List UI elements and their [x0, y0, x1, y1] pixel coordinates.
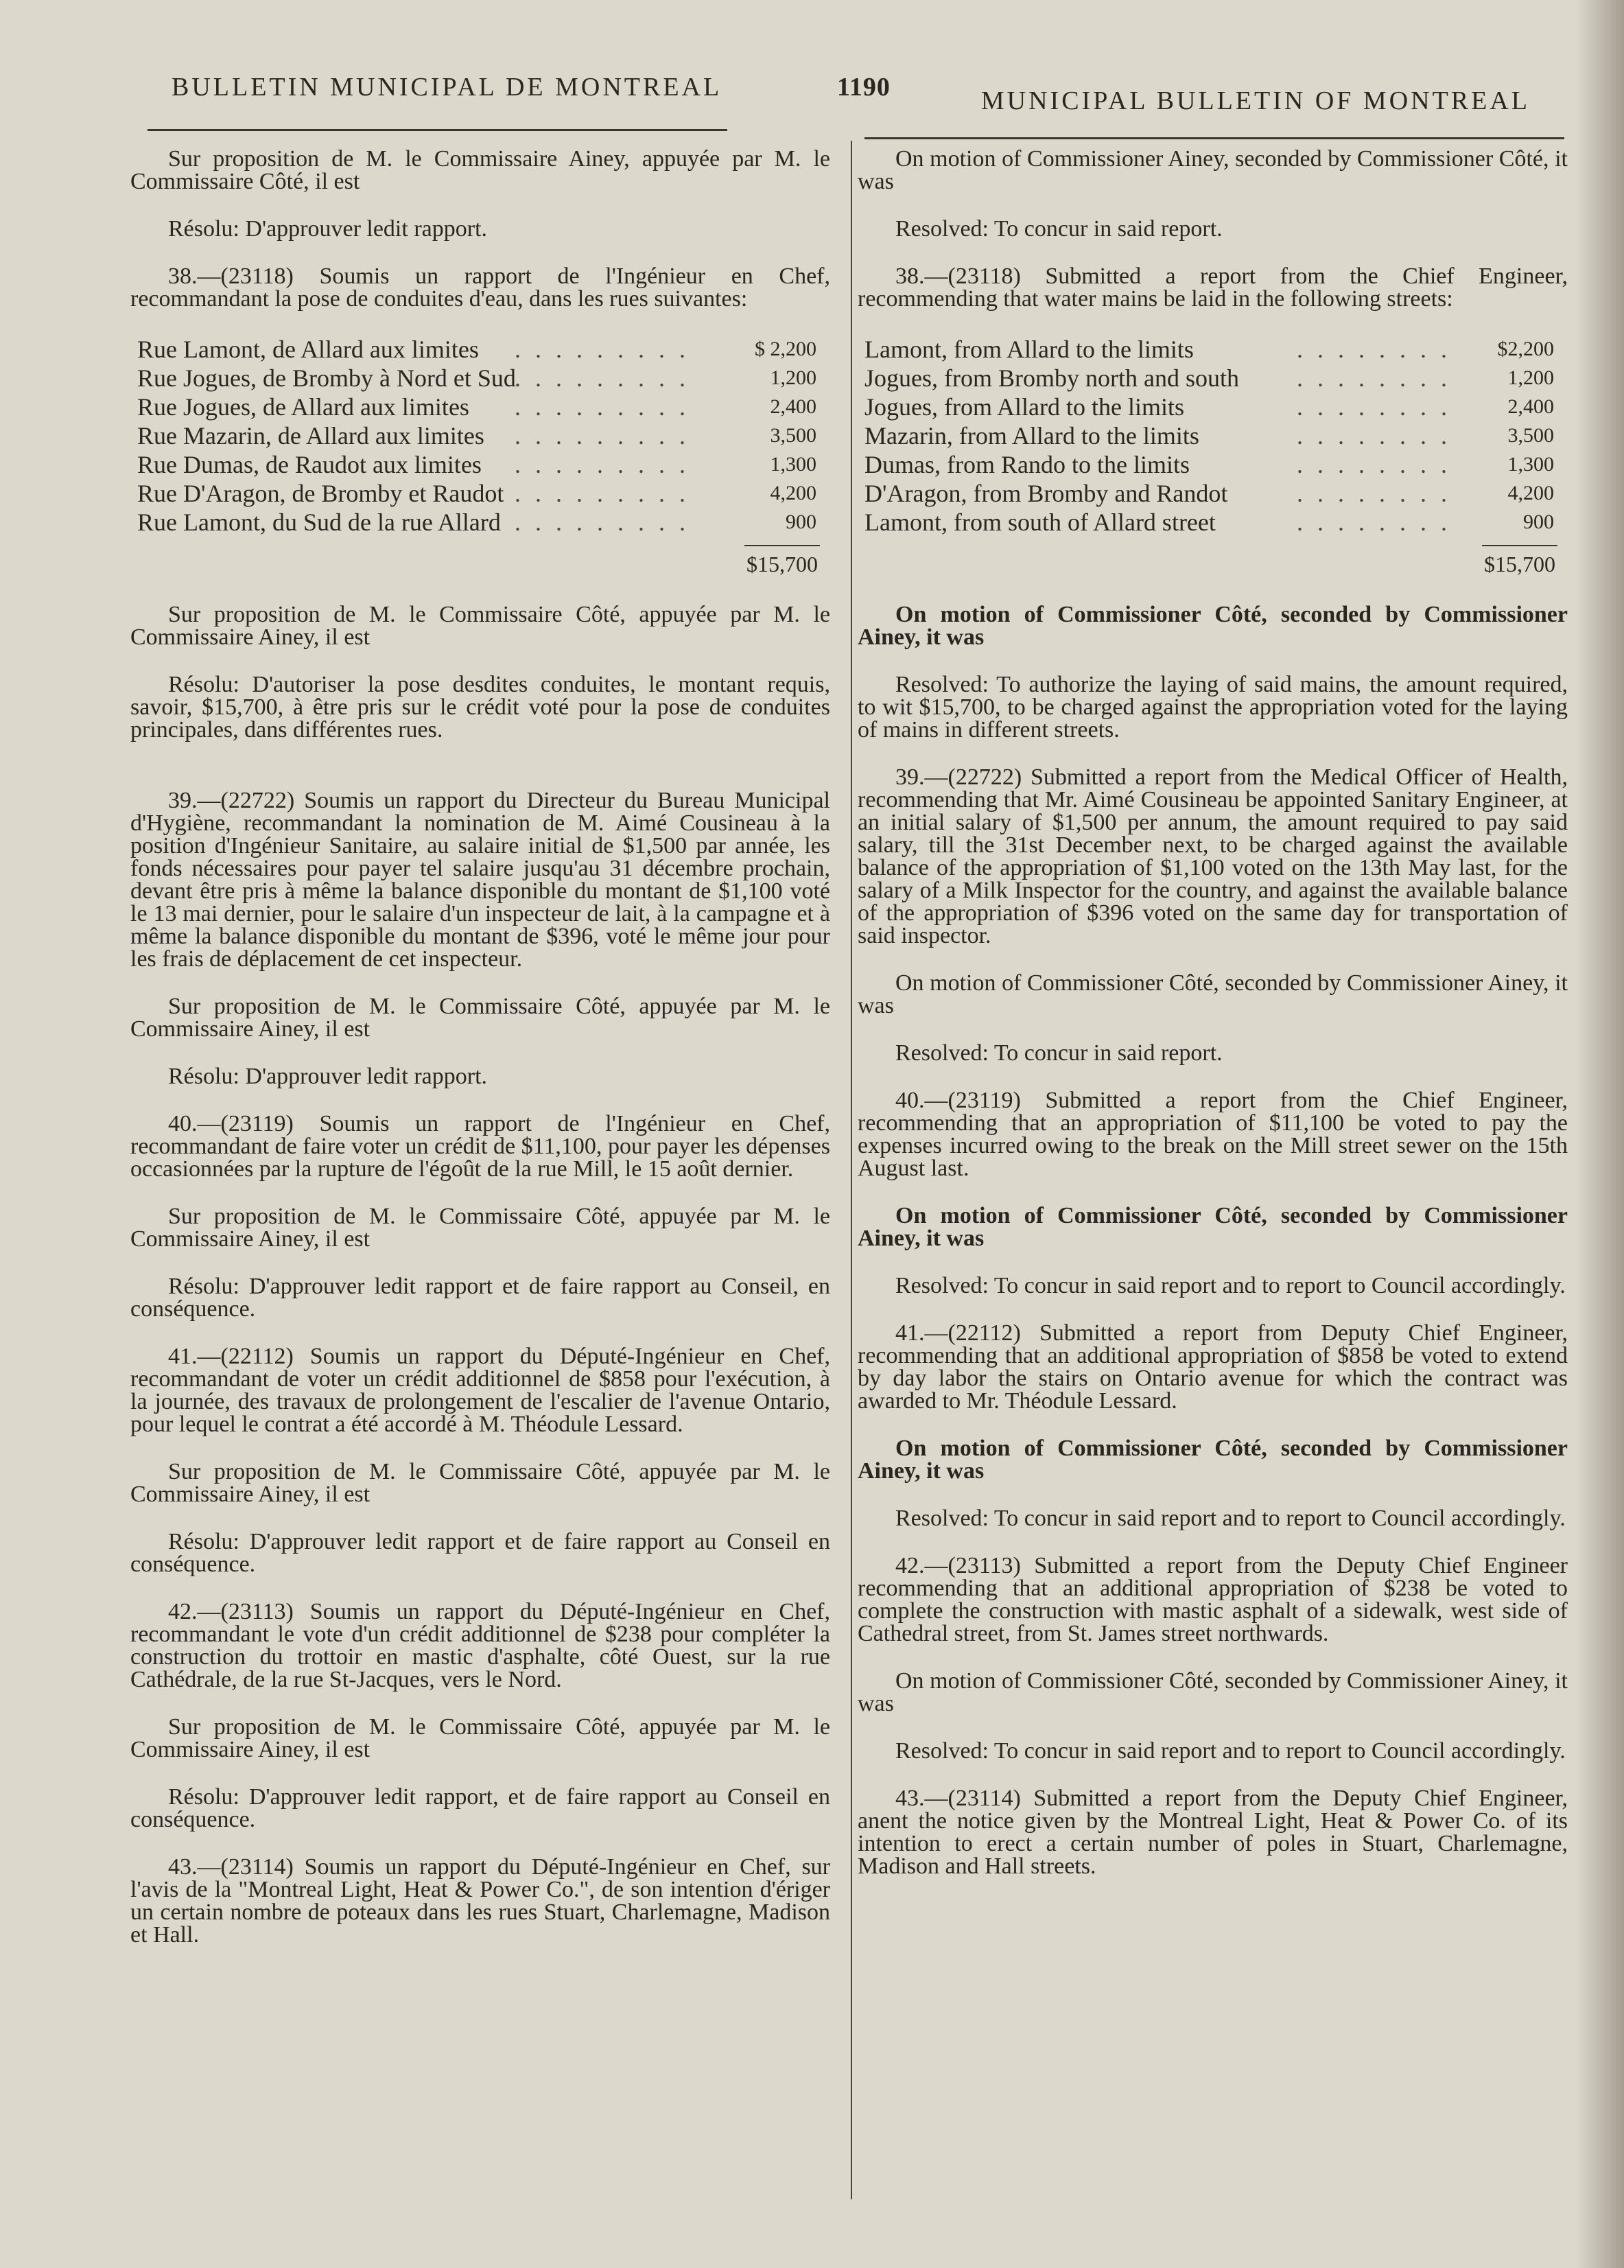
paragraph: On motion of Commissioner Côté, seconded by Commissioner Ainey, it was — [858, 1203, 1568, 1251]
paragraph: Sur proposition de M. le Commissaire Côté, appuyée par M. le Commissaire Ainey, il est — [130, 602, 830, 650]
paragraph: On motion of Commissioner Côté, seconded by Commissioner Ainey, it was — [858, 1668, 1568, 1716]
paragraph: On motion of Commissioner Côté, seconded by Commissioner Ainey, it was — [858, 1436, 1568, 1484]
street-row — [858, 393, 1568, 421]
header-french-title: BULLETIN MUNICIPAL DE MONTREAL — [172, 73, 722, 102]
paragraph: On motion of Commissioner Ainey, seconded by Commissioner Côté, it was — [858, 146, 1568, 194]
street-name: Rue Lamont, de Allard aux limites — [137, 336, 479, 363]
street-row — [858, 335, 1568, 364]
street-row — [130, 479, 830, 508]
paragraph: Resolved: To concur in said report and to report to Council accordingly. — [895, 1273, 1566, 1298]
paragraph: 41.—(22112) Soumis un rapport du Député-Ingénieur en Chef, recommandant de voter un crédit additionnel de $858 pour l'exécution, à la journée, des travaux de prolongement de l'escalier de l'avenue Ontario, pour lequel le contrat a été accordé à M. Théodule Lessard. — [130, 1344, 830, 1437]
street-list — [858, 335, 1568, 537]
leader-dots: . . . . . . . . — [1297, 336, 1451, 363]
header-rule-left — [148, 129, 727, 131]
street-name: Dumas, from Rando to the limits — [864, 451, 1190, 478]
street-row — [130, 364, 830, 393]
street-name: Rue Mazarin, de Allard aux limites — [137, 422, 484, 449]
leader-dots: . . . . . . . . . — [515, 451, 690, 478]
leader-dots: . . . . . . . . — [1297, 451, 1451, 478]
paragraph: Sur proposition de M. le Commissaire Côté, appuyée par M. le Commissaire Ainey, il est — [130, 1204, 830, 1252]
street-amount: 2,400 — [770, 395, 816, 418]
paragraph: On motion of Commissioner Côté, seconded by Commissioner Ainey, it was — [858, 602, 1568, 650]
english-column — [858, 148, 1568, 1902]
street-name: D'Aragon, from Bromby and Randot — [864, 480, 1228, 507]
street-amount: 3,500 — [770, 424, 816, 447]
street-name: Jogues, from Allard to the limits — [864, 393, 1184, 421]
street-name: Rue Dumas, de Raudot aux limites — [137, 451, 482, 478]
street-row — [858, 421, 1568, 450]
leader-dots: . . . . . . . . . — [515, 422, 690, 449]
street-amount: 1,300 — [1507, 453, 1554, 476]
header-rule-right — [864, 137, 1564, 139]
paragraph: 39.—(22722) Submitted a report from the Medical Officer of Health, recommending that Mr. Aimé Cousineau be appointed Sanitary Engineer, at an initial salary of $1,500 per annum, the amount required to pay said salary, till the 31st December next, to be charged against the available balance of the appropriation of $1,100 voted on the 13th May last, for the salary of a Milk Inspector for the country, and against the available balance of the appropriation of $396 voted on the same day for transportation of said inspector. — [858, 764, 1568, 948]
paragraph: 43.—(23114) Submitted a report from the Deputy Chief Engineer, anent the notice given by the Montreal Light, Heat & Power Co. of its intention to erect a certain number of poles in Stuart, Charlemagne, Madison and Hall streets. — [858, 1786, 1568, 1879]
street-row — [858, 364, 1568, 393]
street-list — [130, 335, 830, 537]
paragraph: Résolu: D'approuver ledit rapport et de faire rapport au Conseil, en conséquence. — [130, 1274, 830, 1322]
paragraph: Sur proposition de M. le Commissaire Côté, appuyée par M. le Commissaire Ainey, il est — [130, 1459, 830, 1507]
paragraph: Résolu: D'approuver ledit rapport, et de faire rapport au Conseil en conséquence. — [130, 1784, 830, 1832]
paragraph: Resolved: To authorize the laying of said mains, the amount required, to wit $15,700, to be charged against the appropriation voted for the laying of mains in different streets. — [858, 672, 1568, 743]
paragraph: Resolved: To concur in said report. — [895, 1040, 1223, 1066]
total-rule — [1482, 545, 1557, 546]
page-number: 1190 — [837, 73, 891, 102]
french-column — [130, 148, 830, 1971]
paragraph: 38.—(23118) Submitted a report from the Chief Engineer, recommending that water mains be laid in the following streets: — [858, 264, 1568, 312]
street-name: Lamont, from south of Allard street — [864, 508, 1216, 536]
street-name: Rue D'Aragon, de Bromby et Raudot — [137, 480, 504, 507]
street-name: Rue Lamont, du Sud de la rue Allard — [137, 508, 501, 536]
street-row — [130, 335, 830, 364]
total-rule — [744, 545, 820, 546]
paragraph: 42.—(23113) Submitted a report from the Deputy Chief Engineer recommending that an additional appropriation of $238 be voted to complete the construction with mastic asphalt of a sidewalk, west side of Cathedral street, from St. James street northwards. — [858, 1553, 1568, 1646]
leader-dots: . . . . . . . . — [1297, 480, 1451, 507]
street-name: Rue Jogues, de Allard aux limites — [137, 393, 469, 421]
paragraph: Résolu: D'approuver ledit rapport. — [168, 1064, 488, 1089]
street-amount: 1,200 — [770, 366, 816, 389]
street-row — [858, 508, 1568, 537]
paragraph: Resolved: To concur in said report and to report to Council accordingly. — [895, 1506, 1566, 1531]
paragraph: Resolved: To concur in said report. — [895, 216, 1223, 242]
street-name: Jogues, from Bromby north and south — [864, 364, 1239, 392]
paragraph: 40.—(23119) Soumis un rapport de l'Ingénieur en Chef, recommandant de faire voter un crédit de $11,100, pour payer les dépenses occasionnées par la rupture de l'égoût de la rue Mill, le 15 août dernier. — [130, 1111, 830, 1182]
total-amount: $15,700 — [746, 552, 818, 576]
street-amount: 900 — [786, 511, 816, 533]
paragraph: Résolu: D'autoriser la pose desdites conduites, le montant requis, savoir, $15,700, à être pris sur le crédit voté pour la pose de conduites principales, dans différentes rues. — [130, 672, 830, 743]
total-amount: $15,700 — [1484, 552, 1555, 576]
paragraph: 40.—(23119) Submitted a report from the Chief Engineer, recommending that an appropriation of $11,100 be voted to pay the expenses incurred owing to the break on the Mill street sewer on the 15th August last. — [858, 1088, 1568, 1181]
paragraph: Sur proposition de M. le Commissaire Côté, appuyée par M. le Commissaire Ainey, il est — [130, 1714, 830, 1762]
page-header — [158, 72, 1530, 120]
street-amount: 3,500 — [1507, 424, 1554, 447]
street-amount: $ 2,200 — [755, 338, 816, 360]
paragraph: 39.—(22722) Soumis un rapport du Directeur du Bureau Municipal d'Hygiène, recommandant la nomination de M. Aimé Cousineau à la position d'Ingénieur Sanitaire, au salaire initial de $1,500 par année, les fonds nécessaires pour payer tel salaire jusqu'au 31 décembre prochain, devant être pris à même la balance disponible du montant de $1,100 voté le 13 mai dernier, pour le salaire d'un inspecteur de lait, à la campagne et à même la balance disponible du montant de $396, voté le même jour pour les frais de déplacement de cet inspecteur. — [130, 788, 830, 972]
street-row — [130, 450, 830, 479]
paragraph: Résolu: D'approuver ledit rapport et de faire rapport au Conseil en conséquence. — [130, 1529, 830, 1577]
street-amount: 4,200 — [1507, 482, 1554, 504]
paragraph: Sur proposition de M. le Commissaire Ainey, appuyée par M. le Commissaire Côté, il est — [130, 146, 830, 194]
leader-dots: . . . . . . . . . — [515, 336, 690, 363]
paragraph: On motion of Commissioner Côté, seconded by Commissioner Ainey, it was — [858, 970, 1568, 1018]
leader-dots: . . . . . . . . — [1297, 393, 1451, 421]
column-divider — [851, 141, 852, 2199]
street-amount: 1,200 — [1507, 366, 1554, 389]
street-amount: 900 — [1523, 511, 1554, 533]
paragraph: Résolu: D'approuver ledit rapport. — [168, 216, 488, 242]
header-english-title: MUNICIPAL BULLETIN OF MONTREAL — [980, 86, 1530, 115]
paragraph: 42.—(23113) Soumis un rapport du Député-Ingénieur en Chef, recommandant le vote d'un crédit additionnel de $238 pour compléter la construction du trottoir en mastic d'asphalte, côté Ouest, sur la rue Cathédrale, de la rue St-Jacques, vers le Nord. — [130, 1599, 830, 1692]
leader-dots: . . . . . . . . . — [515, 393, 690, 421]
paragraph: Resolved: To concur in said report and to report to Council accordingly. — [895, 1738, 1566, 1764]
street-amount: 1,300 — [770, 453, 816, 476]
leader-dots: . . . . . . . . — [1297, 422, 1451, 449]
leader-dots: . . . . . . . . . — [515, 364, 690, 392]
street-row — [130, 393, 830, 421]
street-name: Lamont, from Allard to the limits — [864, 336, 1194, 363]
street-amount: 4,200 — [770, 482, 816, 504]
street-row — [130, 421, 830, 450]
paragraph: 43.—(23114) Soumis un rapport du Député-Ingénieur en Chef, sur l'avis de la "Montreal Light, Heat & Power Co.", de son intention d'ériger un certain nombre de poteaux dans les rues Stuart, Charlemagne, Madison et Hall. — [130, 1854, 830, 1948]
street-amount: $2,200 — [1497, 338, 1554, 360]
street-name: Rue Jogues, de Bromby à Nord et Sud — [137, 364, 516, 392]
street-name: Mazarin, from Allard to the limits — [864, 422, 1199, 449]
street-amount: 2,400 — [1507, 395, 1554, 418]
paragraph: 41.—(22112) Submitted a report from Deputy Chief Engineer, recommending that an additional appropriation of $858 be voted to extend by day labor the stairs on Ontario avenue for which the contract was awarded to Mr. Théodule Lessard. — [858, 1320, 1568, 1414]
street-row — [130, 508, 830, 537]
street-row — [858, 479, 1568, 508]
page-edge-shadow — [1576, 0, 1624, 2268]
paragraph: Sur proposition de M. le Commissaire Côté, appuyée par M. le Commissaire Ainey, il est — [130, 994, 830, 1042]
street-row — [858, 450, 1568, 479]
paragraph: 38.—(23118) Soumis un rapport de l'Ingénieur en Chef, recommandant la pose de conduites d'eau, dans les rues suivantes: — [130, 264, 830, 312]
leader-dots: . . . . . . . . — [1297, 364, 1451, 392]
leader-dots: . . . . . . . . — [1297, 508, 1451, 536]
leader-dots: . . . . . . . . . — [515, 508, 690, 536]
leader-dots: . . . . . . . . . — [515, 480, 690, 507]
